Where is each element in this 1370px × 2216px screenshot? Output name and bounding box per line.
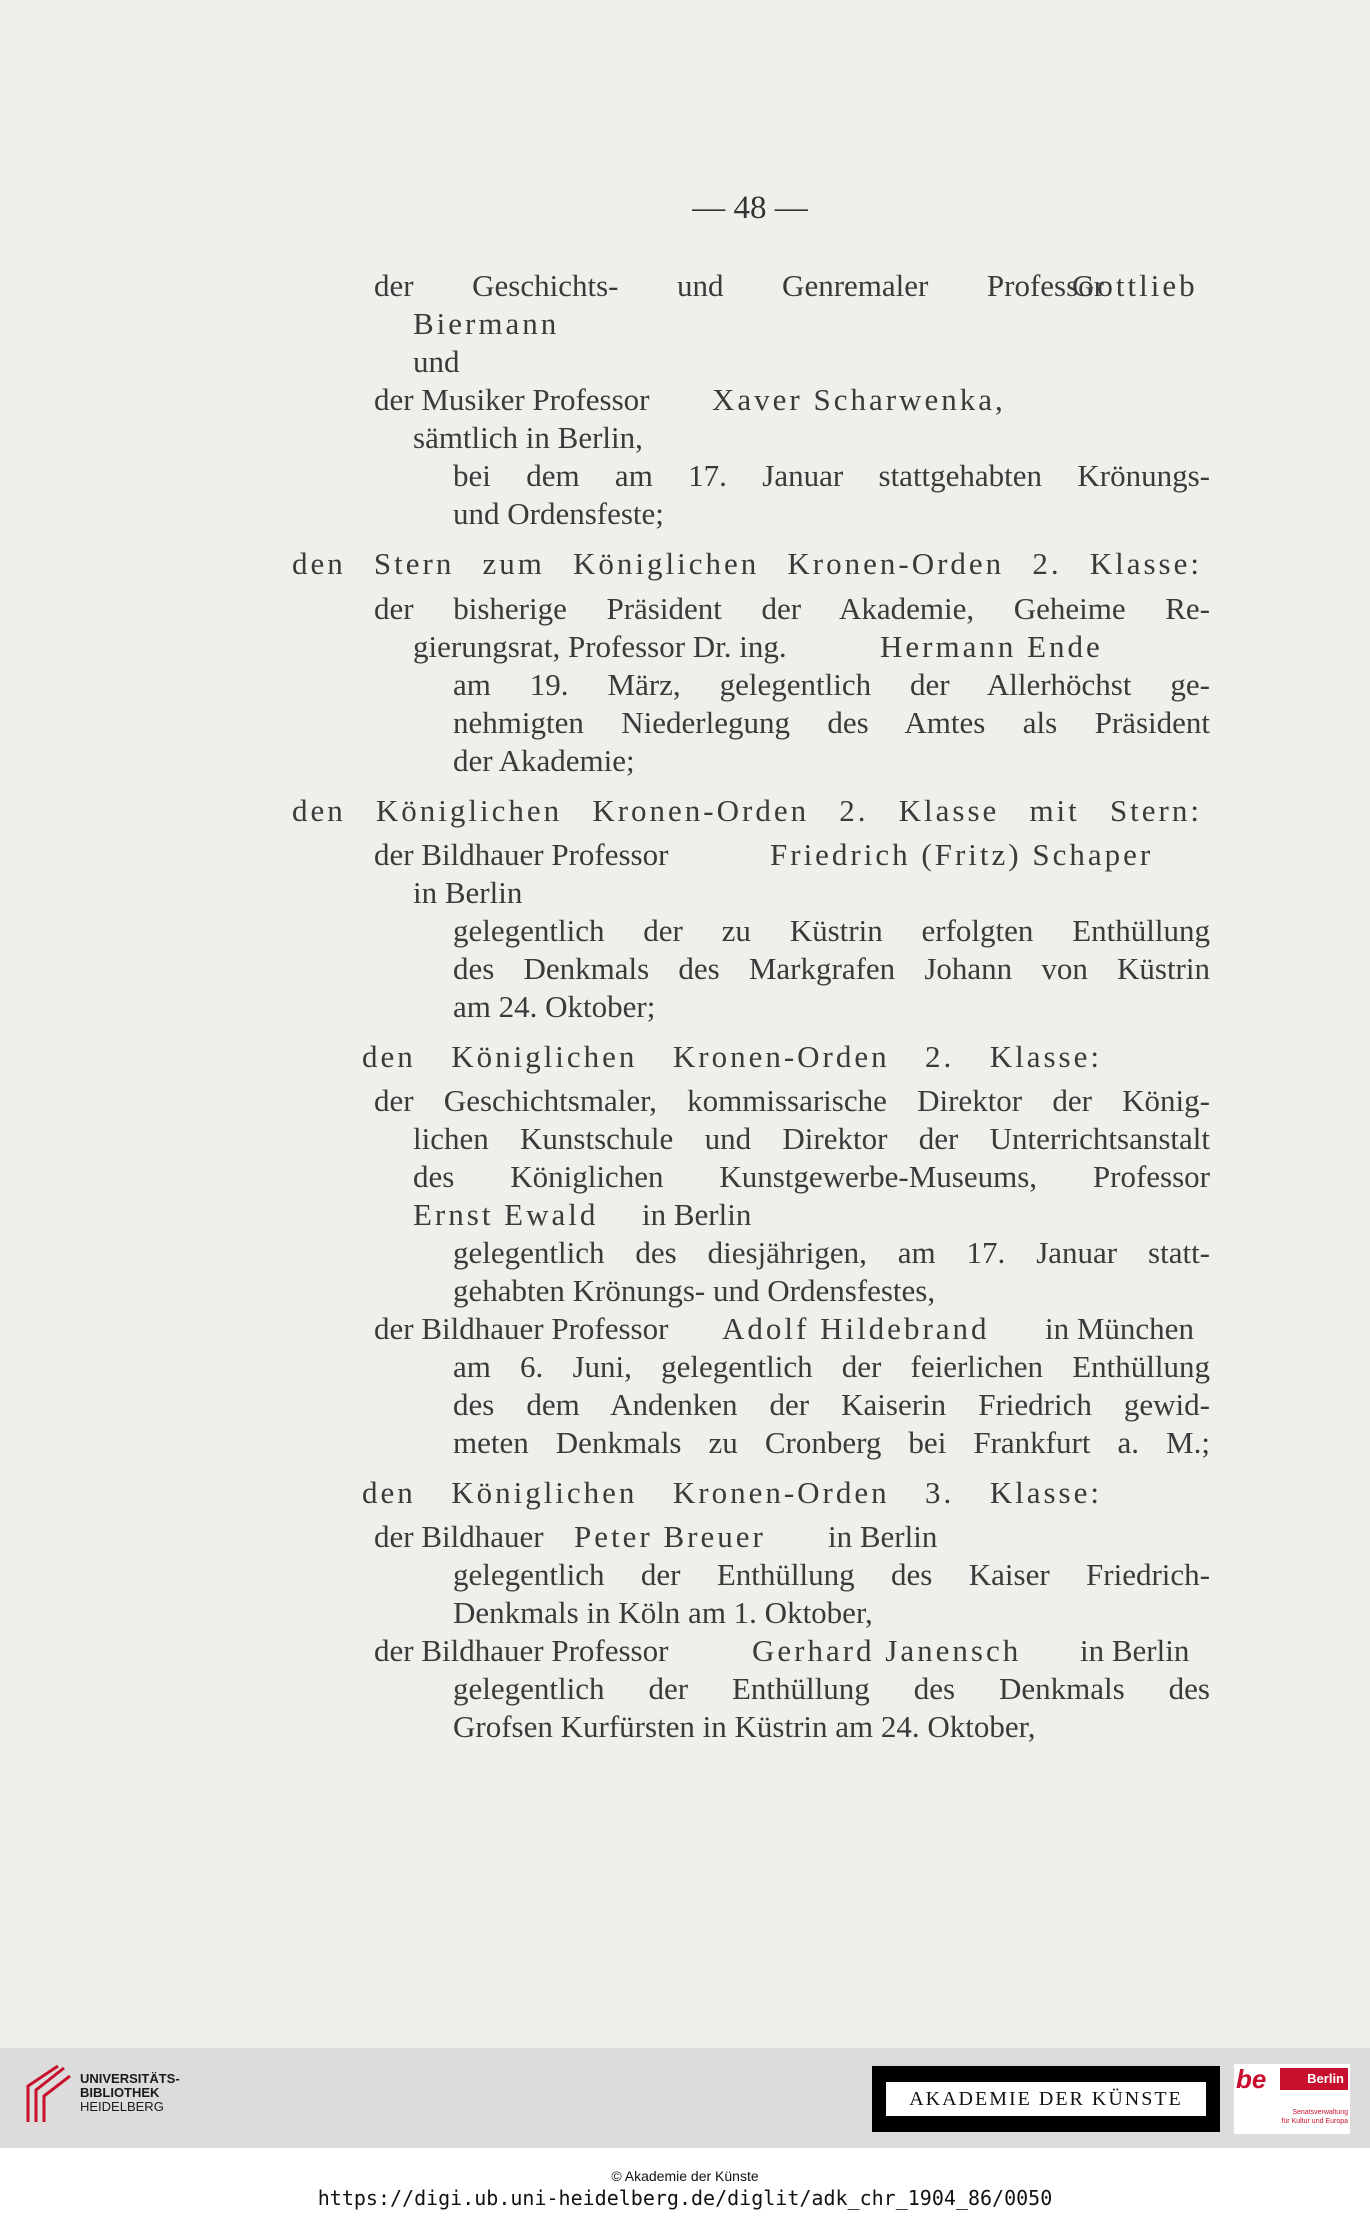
- text-line: Denkmals in Köln am 1. Oktober,: [453, 1595, 873, 1630]
- page-number: — 48 —: [692, 190, 808, 226]
- text-line: in Berlin: [828, 1519, 938, 1554]
- text-line: in Berlin: [413, 875, 523, 910]
- text-line: der Geschichtsmaler, kommissarische Direktor der König-: [374, 1083, 1210, 1118]
- library-name: [80, 2072, 180, 2114]
- text-line: sämtlich in Berlin,: [413, 420, 643, 455]
- person-name: Gerhard Janensch: [752, 1633, 1022, 1668]
- akademie-label: AKADEMIE DER KÜNSTE: [886, 2082, 1206, 2116]
- text-line: gierungsrat, Professor Dr. ing.: [413, 629, 787, 664]
- person-name: Hermann Ende: [880, 629, 1103, 664]
- text-line: der Akademie;: [453, 743, 635, 778]
- section-heading: den Königlichen Kronen-Orden 3. Klasse:: [362, 1475, 1102, 1510]
- senat-text: [1264, 2108, 1348, 2126]
- text-line: der Bildhauer Professor: [374, 837, 669, 872]
- text-line: der Bildhauer Professor: [374, 1311, 669, 1346]
- text-line: und Ordensfeste;: [453, 496, 664, 531]
- person-name: Friedrich (Fritz) Schaper: [770, 837, 1154, 872]
- person-name: Adolf Hildebrand: [722, 1311, 990, 1346]
- section-heading: den Königlichen Kronen-Orden 2. Klasse mit Stern:: [292, 793, 1202, 828]
- footer-bar: [0, 2048, 1370, 2148]
- text-line: am 24. Oktober;: [453, 989, 656, 1024]
- text-line: des Königlichen Kunstgewerbe-Museums, Professor: [413, 1159, 1210, 1194]
- text-line: gehabten Krönungs- und Ordensfestes,: [453, 1273, 936, 1308]
- person-name: Biermann: [413, 306, 560, 341]
- text-line: gelegentlich der zu Küstrin erfolgten Enthüllung: [453, 913, 1210, 948]
- person-name: Xaver Scharwenka,: [712, 382, 1006, 417]
- text-line: der Bildhauer Professor: [374, 1633, 669, 1668]
- university-library-logo-icon: [14, 2064, 72, 2126]
- akademie-logo: [872, 2066, 1220, 2132]
- senat-text-line: für Kultur und Europa: [1281, 2118, 1348, 2125]
- text-line: und: [413, 344, 460, 379]
- text-line: der Musiker Professor: [374, 382, 650, 417]
- text-line: der Bildhauer: [374, 1519, 544, 1554]
- text-line: der bisherige Präsident der Akademie, Geheime Re-: [374, 591, 1210, 626]
- text-line: gelegentlich des diesjährigen, am 17. Januar statt-: [453, 1235, 1210, 1270]
- source-url: https://digi.ub.uni-heidelberg.de/diglit/adk_chr_1904_86/0050: [317, 2186, 1053, 2210]
- text-line: Grofsen Kurfürsten in Küstrin am 24. Oktober,: [453, 1709, 1036, 1744]
- library-name-line: UNIVERSITÄTS-: [80, 2071, 180, 2086]
- be-mark: be: [1236, 2064, 1267, 2094]
- text-line: meten Denkmals zu Cronberg bei Frankfurt a. M.;: [453, 1425, 1210, 1460]
- section-heading: den Stern zum Königlichen Kronen-Orden 2. Klasse:: [292, 546, 1202, 581]
- text-line: des Denkmals des Markgrafen Johann von Küstrin: [453, 951, 1210, 986]
- text-line: in Berlin: [1080, 1633, 1190, 1668]
- text-line: in München: [1045, 1311, 1194, 1346]
- senat-text-line: Senatsverwaltung: [1292, 2109, 1348, 2116]
- text-line: bei dem am 17. Januar stattgehabten Krönungs-: [453, 458, 1210, 493]
- be-berlin-logo: [1234, 2064, 1350, 2134]
- text-line: der Geschichts- und Genremaler Professor: [374, 268, 1104, 303]
- person-name: Peter Breuer: [574, 1519, 766, 1554]
- section-heading: den Königlichen Kronen-Orden 2. Klasse:: [362, 1039, 1102, 1074]
- text-line: lichen Kunstschule und Direktor der Unterrichtsanstalt: [413, 1121, 1210, 1156]
- text-line: gelegentlich der Enthüllung des Denkmals des: [453, 1671, 1210, 1706]
- text-line: am 6. Juni, gelegentlich der feierlichen Enthüllung: [453, 1349, 1210, 1384]
- library-name-line: HEIDELBERG: [80, 2099, 164, 2114]
- library-name-line: BIBLIOTHEK: [80, 2085, 160, 2100]
- text-line: gelegentlich der Enthüllung des Kaiser Friedrich-: [453, 1557, 1210, 1592]
- text-line: nehmigten Niederlegung des Amtes als Präsident: [453, 705, 1210, 740]
- berlin-badge: Berlin: [1280, 2068, 1348, 2090]
- person-name: Ernst Ewald: [413, 1197, 599, 1232]
- text-line: des dem Andenken der Kaiserin Friedrich gewid-: [453, 1387, 1210, 1422]
- text-line: in Berlin: [642, 1197, 752, 1232]
- person-name: Gottlieb: [1072, 268, 1198, 303]
- text-line: am 19. März, gelegentlich der Allerhöchst ge-: [453, 667, 1210, 702]
- copyright-notice: © Akademie der Künste: [611, 2168, 759, 2184]
